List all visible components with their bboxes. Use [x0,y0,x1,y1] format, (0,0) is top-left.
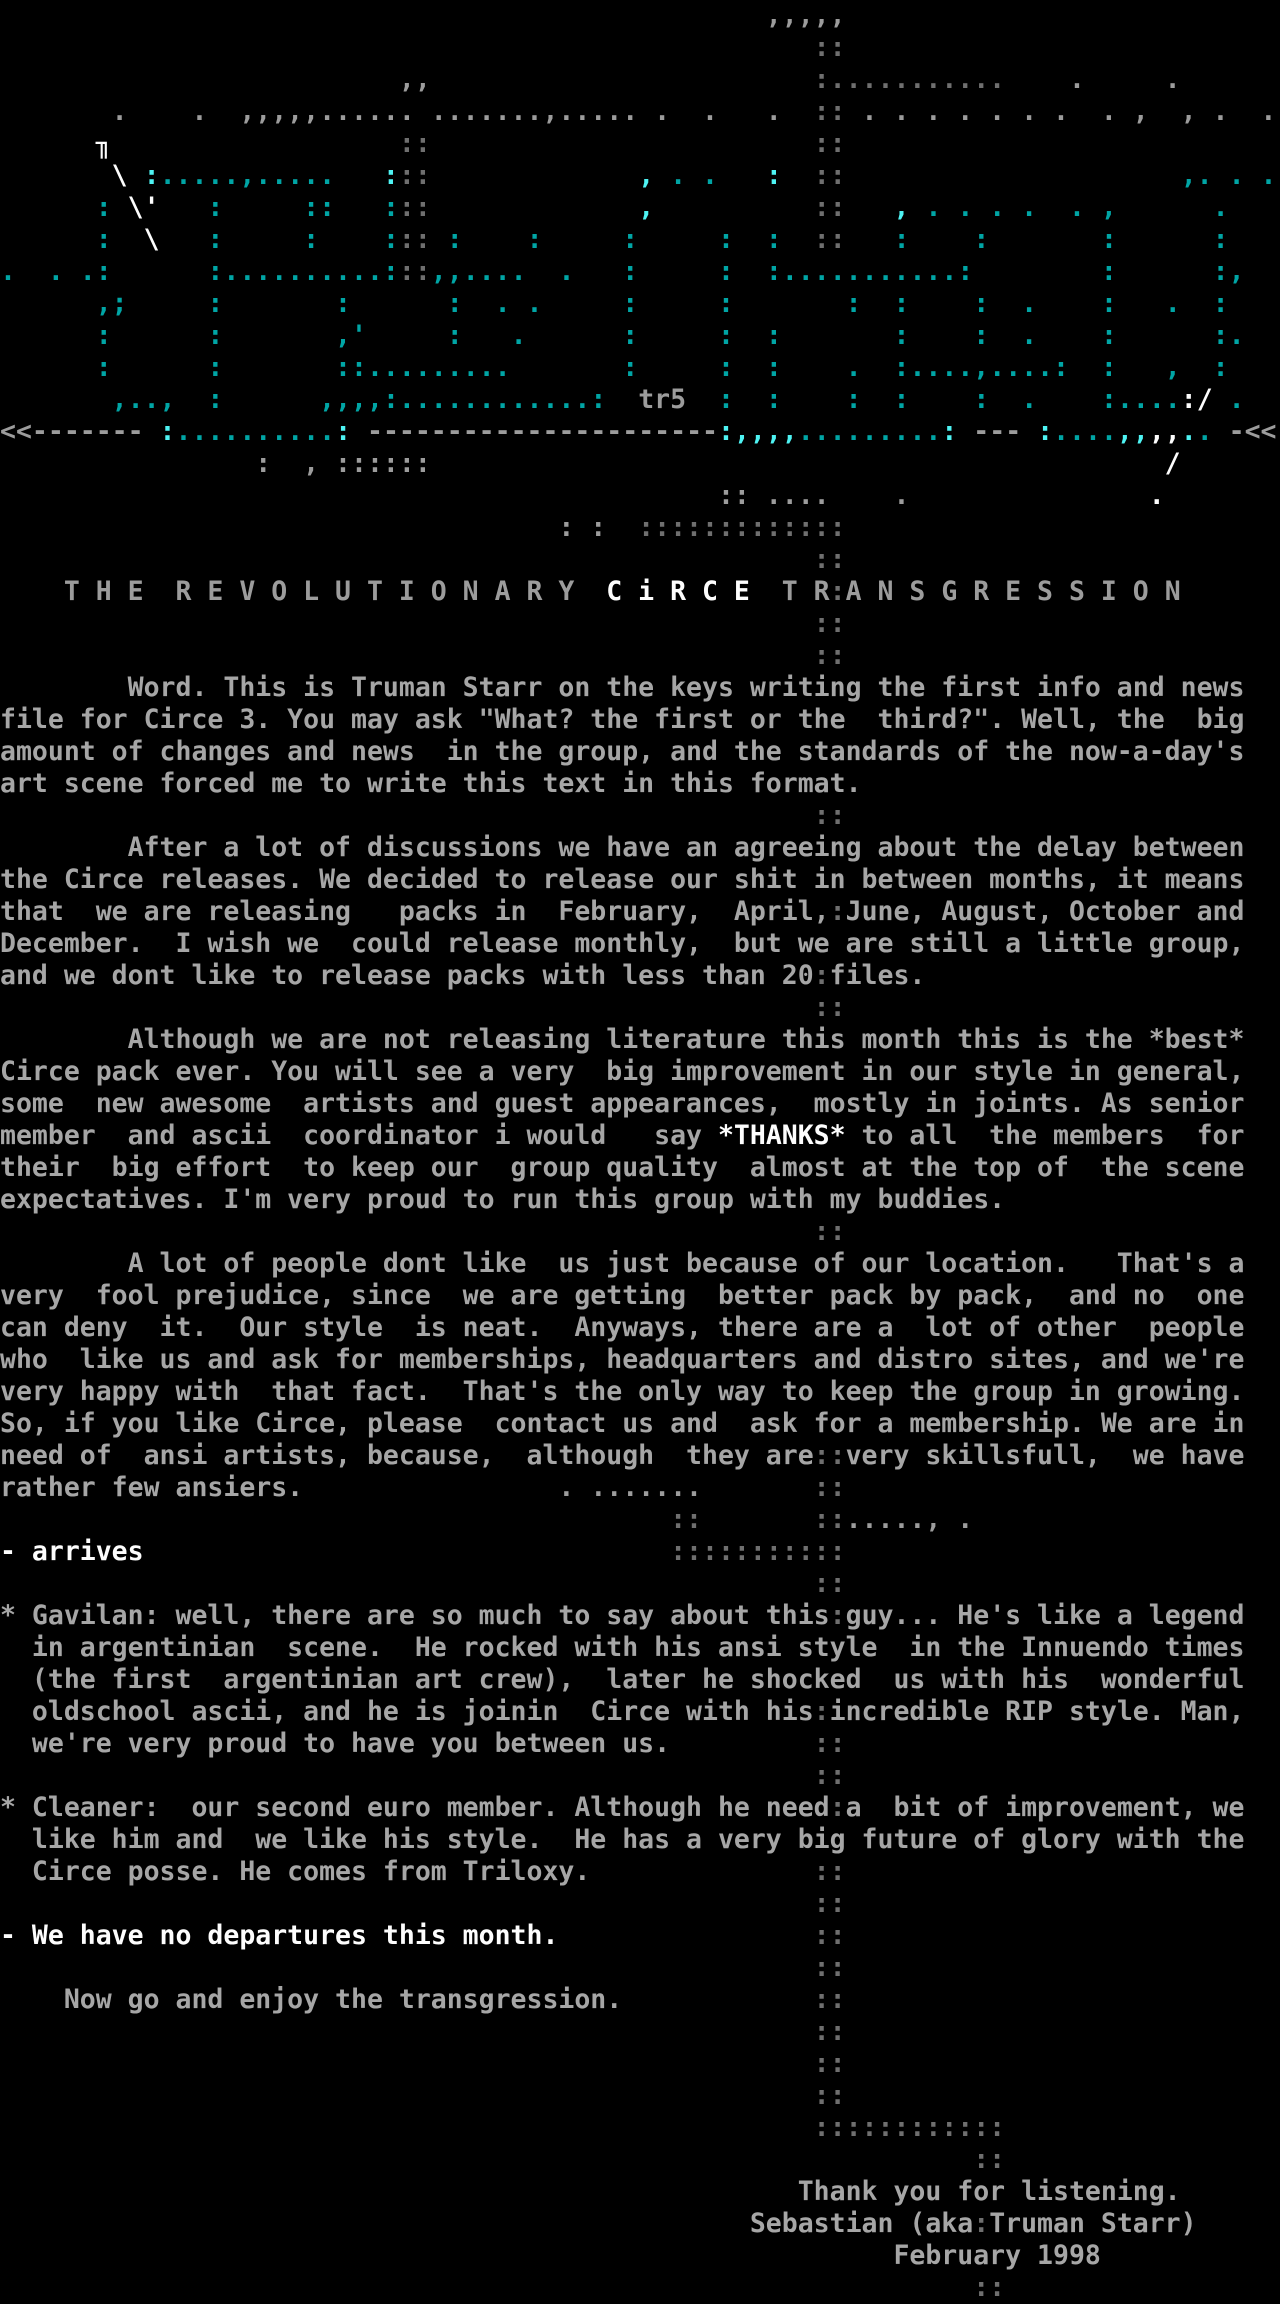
cyan-art-text: : [734,224,782,255]
text-row-31 [0,992,1280,1024]
bright-cyan-art-text: : [335,160,399,191]
text-row-10 [0,320,1280,352]
cyan-art-text: : [638,320,734,351]
body-text: to all the members for [845,1120,1245,1151]
cyan-art-text: : [909,320,990,351]
cyan-art-text: : [127,288,224,319]
colon-trail-text: :: [0,2144,1006,2175]
cyan-art-text: . . . . . , [909,192,1117,223]
cyan-art-text: : [638,224,734,255]
bright-cyan-art-text: ,, [1116,416,1149,447]
colon-trail-text: :: [813,1440,846,1471]
cyan-art-text: : [0,192,112,223]
text-row-6 [0,192,1280,224]
art-gray-text: : : [0,512,607,543]
text-row-50 [0,1600,1280,1632]
text-row-0 [0,0,1280,32]
colon-trail-text: :: [0,2048,846,2079]
text-row-12 [0,384,1280,416]
body-text: a bit of improvement, we [845,1792,1245,1823]
cyan-art-text: . . .: [0,256,112,287]
colon-trail-text: :: [0,992,846,1023]
cyan-art-text: . [1212,384,1245,415]
bright-cyan-art-text: , [430,192,655,223]
cyan-art-text: : [351,288,463,319]
text-row-9 [0,288,1280,320]
cyan-art-text: . [1116,192,1229,223]
text-row-49 [0,1568,1280,1600]
cyan-art-text: ,,.... [430,256,527,287]
highlight-text: / [430,448,1181,479]
highlight-text: C i R C E [606,576,750,607]
colon-trail-text: :::::::::::: [0,2112,1006,2143]
highlight-text: \ [0,160,128,191]
body-text: amount of changes and news in the group, and the standards of the now-a-day's [0,736,1245,767]
text-row-44 [0,1408,1280,1440]
cyan-art-text: . [989,288,1038,319]
text-row-60 [0,1920,1280,1952]
bright-cyan-art-text: . [1180,416,1197,447]
cyan-art-text: ......... [366,352,511,383]
cyan-art-text: .....,..... [159,160,336,191]
text-row-17 [0,544,1280,576]
text-row-45 [0,1440,1280,1472]
body-text: incredible RIP style. Man, [829,1696,1245,1727]
cyan-art-text: : [223,288,352,319]
body-text: * Cleaner: our second euro member. Although he need [0,1792,830,1823]
cyan-art-text: : [733,256,782,287]
colon-trail-text: :: [781,160,846,191]
text-row-14 [0,448,1280,480]
bright-cyan-art-text: , [430,160,655,191]
cyan-art-text: : [111,352,224,383]
art-gray-text: T H E R E V O L U T I O N A R Y [0,576,607,607]
cyan-art-text: : [510,352,639,383]
text-row-42 [0,1344,1280,1376]
cyan-art-text: : [0,224,112,255]
cyan-art-text: : [638,288,734,319]
body-text: February 1998 [0,2240,1101,2271]
highlight-text: - arrives [0,1536,144,1567]
cyan-art-text: : [861,288,910,319]
cyan-art-text: . [526,256,575,287]
body-text: December. I wish we could release monthly, but we are still a little group, [0,928,1245,959]
cyan-art-text: : [1037,320,1117,351]
cyan-art-text: : [0,320,112,351]
text-row-47 [0,1504,1280,1536]
body-text: Circe pack ever. You will see a very big improvement in our style in general, [0,1056,1245,1087]
text-row-30 [0,960,1280,992]
text-row-23 [0,736,1280,768]
text-row-39 [0,1248,1280,1280]
body-text: some new awesome artists and guest appearances, mostly in joints. As senior [0,1088,1245,1119]
cyan-art-text: ,,,, [223,384,383,415]
cyan-art-text: ......... [797,416,942,447]
colon-trail-text: :: [813,96,846,127]
cyan-art-text: : [861,384,910,415]
colon-trail-text: :: [0,800,846,831]
text-row-41 [0,1312,1280,1344]
colon-trail-text: :: [398,256,431,287]
text-row-62 [0,1984,1280,2016]
cyan-art-text: . [781,352,862,383]
text-row-16 [0,512,1280,544]
cyan-art-text: : [861,352,910,383]
body-text: (the first argentinian art crew), later he shocked us with his wonderful [0,1664,1245,1695]
body-text: member and ascii coordinator i would say [0,1120,718,1151]
cyan-art-text: : [542,224,639,255]
colon-trail-text: :........... [430,64,1006,95]
text-row-61 [0,1952,1280,1984]
cyan-art-text: : [845,224,910,255]
text-row-43 [0,1376,1280,1408]
body-text: So, if you like Circe, please contact us and ask for a membership. We are in [0,1408,1245,1439]
colon-trail-text: :: [0,2080,846,2111]
cyan-art-text: : [733,288,862,319]
text-row-32 [0,1024,1280,1056]
text-row-34 [0,1088,1280,1120]
colon-trail-text: ::::::::::: [143,1536,846,1567]
colon-trail-text: :: [622,1984,846,2015]
art-gray-text: -<< [1212,416,1277,447]
cyan-art-text: .... [1116,384,1181,415]
cyan-art-text: : [430,224,463,255]
cyan-art-text: : [638,256,734,287]
art-gray-text: . ....... [303,1472,702,1503]
cyan-art-text: .......... [175,416,336,447]
cyan-art-text: : [909,288,990,319]
cyan-art-text: ,' [223,320,367,351]
bright-cyan-art-text: : [335,416,352,447]
text-row-26 [0,832,1280,864]
cyan-art-text: :. [1116,320,1245,351]
colon-trail-text: :: [0,544,846,575]
text-row-2 [0,64,1280,96]
text-row-38 [0,1216,1280,1248]
colon-trail-text: :: :: [0,1504,846,1535]
colon-trail-text: : [813,1696,830,1727]
cyan-art-text: . . [462,288,543,319]
body-text: we're very proud to have you between us. [0,1728,671,1759]
cyan-art-text: : [319,224,399,255]
colon-trail-text: :: [0,32,846,63]
cyan-art-text: : [973,256,1117,287]
art-gray-text: ....., . [845,1504,974,1535]
highlight-text: ╖ [0,128,112,159]
cyan-art-text: .... [1053,416,1117,447]
text-row-66 [0,2112,1280,2144]
text-row-20 [0,640,1280,672]
text-row-52 [0,1664,1280,1696]
text-row-21 [0,672,1280,704]
colon-trail-text: : [829,576,846,607]
body-text: A lot of people dont like us just because of our location. That's a [0,1248,1245,1279]
text-row-5 [0,160,1280,192]
cyan-art-text: : [733,352,782,383]
body-text: After a lot of discussions we have an agreeing about the delay between [0,832,1245,863]
colon-trail-text: :: [0,1216,846,1247]
bright-cyan-art-text: : [733,160,782,191]
text-row-51 [0,1632,1280,1664]
colon-trail-text: :: [0,1568,846,1599]
bright-cyan-art-text: : [1021,416,1054,447]
cyan-art-text: :............: [382,384,607,415]
text-row-7 [0,224,1280,256]
cyan-art-text: : [1069,352,1117,383]
cyan-art-text: : [638,352,734,383]
text-row-57 [0,1824,1280,1856]
text-row-27 [0,864,1280,896]
colon-trail-text: :: [0,2272,1006,2303]
cyan-art-text: ..........: [223,256,399,287]
cyan-art-text: . . [654,160,734,191]
cyan-art-text: : [1180,352,1229,383]
cyan-art-text: ...........: [781,256,974,287]
colon-trail-text: :: [398,224,431,255]
text-row-71 [0,2272,1280,2304]
colon-trail-text: : [829,1600,846,1631]
body-text: June, August, October and [845,896,1245,927]
cyan-art-text: . [989,320,1038,351]
cyan-art-text: : [909,224,990,255]
highlight-text: \ [111,224,160,255]
body-text: rather few ansiers. [0,1472,304,1503]
colon-trail-text: :: [0,640,846,671]
cyan-art-text: : [542,288,639,319]
cyan-art-text: : [1037,288,1117,319]
text-row-58 [0,1856,1280,1888]
bright-cyan-art-text: : [941,416,958,447]
text-row-24 [0,768,1280,800]
body-text: expectatives. I'm very proud to run this group with my buddies. [0,1184,1006,1215]
colon-trail-text: : [829,1792,846,1823]
cyan-art-text: : [989,224,1117,255]
art-gray-text: ---------------------- [351,416,718,447]
body-text: in argentinian scene. He rocked with his ansi style in the Innuendo times [0,1632,1245,1663]
text-row-70 [0,2240,1280,2272]
text-row-55 [0,1760,1280,1792]
art-gray-text: ,, [0,64,431,95]
text-row-35 [0,1120,1280,1152]
body-text: like him and we like his style. He has a very big future of glory with the [0,1824,1245,1855]
body-text: guy... He's like a legend [845,1600,1245,1631]
cyan-art-text: : [159,224,224,255]
cyan-art-text: ,. . . [845,160,1277,191]
body-text: need of ansi artists, because, although they are [0,1440,814,1471]
colon-trail-text: :: [0,1952,846,1983]
body-text: art scene forced me to write this text in this format. [0,768,862,799]
cyan-art-text: : [159,192,224,223]
text-row-65 [0,2080,1280,2112]
cyan-art-text: : [335,192,399,223]
cyan-art-text: , [1116,352,1181,383]
colon-trail-text: : [973,2208,990,2239]
colon-trail-text: :: [0,608,846,639]
text-row-48 [0,1536,1280,1568]
bright-cyan-art-text: :,,,, [717,416,798,447]
cyan-art-text: :, [1116,256,1245,287]
cyan-art-text: . [989,384,1038,415]
body-text: Circe posse. He comes from Triloxy. [0,1856,591,1887]
highlight-text: . [909,480,1165,511]
body-text: * Gavilan: well, there are so much to say about this [0,1600,830,1631]
highlight-text: - We have no departures this month. [0,1920,559,1951]
text-row-15 [0,480,1280,512]
cyan-art-text: : [781,384,862,415]
cyan-art-text: :: [223,192,336,223]
text-row-40 [0,1280,1280,1312]
cyan-art-text: : [781,320,910,351]
text-row-69 [0,2208,1280,2240]
text-row-19 [0,608,1280,640]
cyan-art-text: : [175,384,224,415]
cyan-art-text: . [1116,288,1181,319]
cyan-art-text: , [159,384,176,415]
text-row-36 [0,1152,1280,1184]
cyan-art-text: : [733,320,782,351]
body-text: the Circe releases. We decided to release our shit in between months, it means [0,864,1245,895]
colon-trail-text: :: [702,1472,846,1503]
colon-trail-text: :: [0,1888,846,1919]
colon-trail-text: :: [558,1920,846,1951]
cyan-art-text: : [1116,224,1229,255]
cyan-art-text: : [909,384,990,415]
art-gray-text: <<------- [0,416,144,447]
cyan-art-text: : [223,224,320,255]
cyan-art-text: ,.. [0,384,160,415]
bright-cyan-art-text: : [143,416,176,447]
text-row-22 [0,704,1280,736]
text-row-11 [0,352,1280,384]
art-gray-text: . . ,,,,,...... .......,..... . . . [0,96,814,127]
text-row-53 [0,1696,1280,1728]
cyan-art-text: : [1180,288,1229,319]
body-text: who like us and ask for memberships, headquarters and distro sites, and we're [0,1344,1245,1375]
colon-trail-text: :: [654,192,846,223]
cyan-art-text: : [111,256,224,287]
cyan-art-text: : [526,320,639,351]
art-gray-text: T R [749,576,830,607]
art-gray-text: :: .... . [0,480,910,511]
body-text: very fool prejudice, since we are getting better pack by pack, and no one [0,1280,1245,1311]
colon-trail-text: : [829,896,846,927]
body-text: Although we are not releasing literature this month this is the *best* [0,1024,1245,1055]
text-row-63 [0,2016,1280,2048]
body-text: can deny it. Our style is neat. Anyways, there are a lot of other people [0,1312,1245,1343]
text-row-33 [0,1056,1280,1088]
cyan-art-text: : [574,256,639,287]
colon-trail-text: :: [670,1728,846,1759]
art-gray-text: : , :::::: [0,448,431,479]
colon-trail-text: :: [590,1856,846,1887]
cyan-art-text: . [1196,416,1213,447]
body-text: and we dont like to release packs with less than 20 [0,960,814,991]
art-gray-text: . . . . . . . . , , . . [845,96,1277,127]
text-row-1 [0,32,1280,64]
text-row-67 [0,2144,1280,2176]
body-text: Thank you for listening. [0,2176,1181,2207]
art-gray-text: tr5 [606,384,687,415]
body-text: oldschool ascii, and he is joinin Circe with his [0,1696,814,1727]
highlight-text: ,, [1148,416,1181,447]
text-row-13 [0,416,1280,448]
bright-cyan-art-text: , [845,192,910,223]
cyan-art-text: :: [223,352,367,383]
text-row-56 [0,1792,1280,1824]
art-gray-text: --- [957,416,1022,447]
body-text: Sebastian (aka [0,2208,974,2239]
cyan-art-text: : [733,384,782,415]
bright-cyan-art-text: : [127,160,160,191]
text-row-18 [0,576,1280,608]
colon-trail-text: :: :: [111,128,846,159]
text-row-25 [0,800,1280,832]
colon-trail-text: :: [781,224,846,255]
body-text: file for Circe 3. You may ask "What? the first or the third?". Well, the big [0,704,1245,735]
text-row-59 [0,1888,1280,1920]
body-text: Truman Starr) [989,2208,1197,2239]
art-gray-text: . . [1005,64,1181,95]
cyan-art-text: : [111,320,224,351]
cyan-art-text: : [1037,384,1117,415]
colon-trail-text: :: [398,160,431,191]
colon-trail-text: :: [0,2016,846,2047]
text-row-37 [0,1184,1280,1216]
body-text: files. [829,960,926,991]
text-row-54 [0,1728,1280,1760]
text-row-28 [0,896,1280,928]
body-text: very skillsfull, we have [845,1440,1245,1471]
text-row-68 [0,2176,1280,2208]
text-row-3 [0,96,1280,128]
body-text: that we are releasing packs in February, April, [0,896,830,927]
cyan-art-text: : [462,224,543,255]
cyan-art-text: : [366,320,463,351]
body-text: their big effort to keep our group quality almost at the top of the scene [0,1152,1245,1183]
cyan-art-text: ....,....: [909,352,1070,383]
body-text: Word. This is Truman Starr on the keys writing the first info and news [0,672,1245,703]
art-gray-text: ,,,,, [0,0,846,31]
cyan-art-text: : [0,352,112,383]
colon-trail-text: ::::::::::::: [606,512,846,543]
text-row-64 [0,2048,1280,2080]
cyan-art-text: ,; [0,288,128,319]
colon-trail-text: : [813,960,830,991]
colon-trail-text: :: [0,1760,846,1791]
text-row-29 [0,928,1280,960]
highlight-text: :/ [1180,384,1213,415]
art-gray-text: A N S G R E S S I O N [845,576,1181,607]
body-text: very happy with that fact. That's the only way to keep the group in growing. [0,1376,1245,1407]
highlight-text: *THANKS* [717,1120,846,1151]
text-row-8 [0,256,1280,288]
cyan-art-text: . [462,320,527,351]
text-row-46 [0,1472,1280,1504]
cyan-art-text: : [686,384,734,415]
colon-trail-text: :: [398,192,431,223]
text-row-4 [0,128,1280,160]
body-text: Now go and enjoy the transgression. [0,1984,623,2015]
highlight-text: \' [111,192,160,223]
